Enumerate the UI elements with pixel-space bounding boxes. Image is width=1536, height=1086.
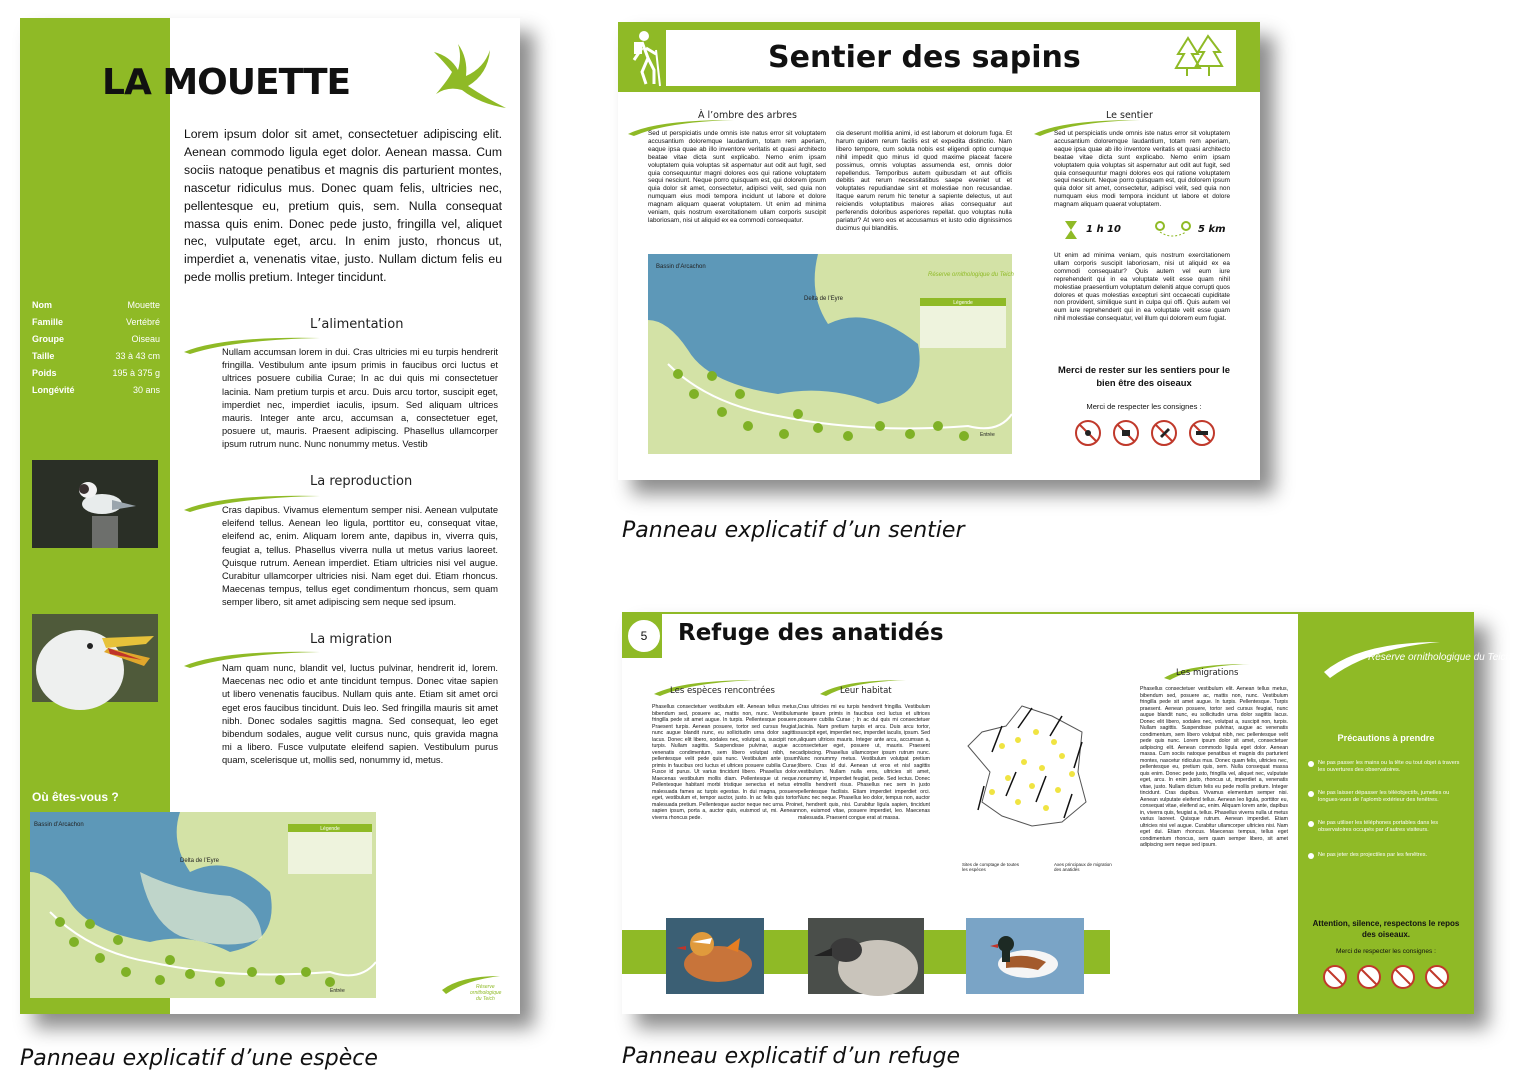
- fact-row: Groupe Oiseau: [32, 334, 160, 344]
- gull-logo-icon: [428, 42, 508, 112]
- trail-panel: [618, 22, 1260, 480]
- column-title: À l’ombre des arbres: [698, 110, 797, 121]
- precaution-item: Ne pas laisser dépasser les téléobjectifs, jumelles ou longues-vues de l’aplomb extérieur des fenêtres.: [1308, 790, 1460, 805]
- panel-title: Refuge des anatidés: [678, 620, 944, 646]
- herring-gull-photo: [32, 614, 158, 702]
- rules-caption: Merci de respecter les consignes :: [1086, 402, 1202, 411]
- section-text: Cras dapibus. Vivamus elementum semper nisi. Aenean vulputate eleifend tellus. Aenean leo ligula, porttitor eu, consequat vitae, eleifend ac, enim. Aliquam lorem ante, dapibus in, viverra quis, feugiat a, tellus. Phasellus viverra nulla ut metus varius laoreet. Quisque rutrum. Aenean imperdiet. Etiam ultricies nisi vel augue. Curabitur ullamcorper ultricies nisi. Nam eget dui. Etiam rhoncus. Maecenas tempus, tellus eget condimentum rhoncus, sem quam semper libero, sit amet adipiscing sem neque sed ipsum.: [222, 505, 498, 608]
- reserve-logo-icon: [440, 972, 510, 1002]
- svg-text:Delta de l’Eyre: Delta de l’Eyre: [180, 858, 220, 864]
- section-text: Nam quam nunc, blandit vel, luctus pulvinar, hendrerit id, lorem. Maecenas nec odio et ante tincidunt tempus. Donec vitae sapien ut libero venenatis faucibus. Nullam quis ante. Etiam sit amet orci eget eros faucibus tincidunt. Duis leo. Sed fringilla mauris sit amet nibh. Donec sodales sagittis magna. Sed consequat, leo eget bibendum sodales, augue velit cursus nunc, quis gravida magna mi a libero. Fusce vulputate eleifend sapien. Vestibulum purus quam, scelerisque ut, mollis sed, nonummy id, metus.: [222, 663, 498, 766]
- svg-text:Bassin d’Arcachon: Bassin d’Arcachon: [656, 264, 706, 270]
- hiker-icon: [624, 28, 664, 86]
- where-are-you-title: Où êtes-vous ?: [32, 790, 119, 804]
- caption-refuge: Panneau explicatif d’un refuge: [622, 1044, 960, 1069]
- caption-trail: Panneau explicatif d’un sentier: [622, 518, 965, 543]
- column-text: Sed ut perspiciatis unde omnis iste natus error sit voluptatem accusantium doloremque laudantium, totam rem aperiam, eaque ipsa quae ab illo inventore veritatis et quasi architecto beatae vitae dicta sunt explicabo. Nemo enim ipsam voluptatem quia voluptas sit aspernatur aut odit aut fugit, sed quia consequuntur magni dolores eos qui ratione voluptatem sequi nesciunt. Neque porro quisquam est, qui dolorem ipsum quia dolor sit amet, consectetur, adipisci velit, sed quia non numquam eius modi tempora incidunt ut labore et dolore magnam aliquam quaerat voluptatem.: [1054, 130, 1230, 209]
- svg-text:Entrée: Entrée: [980, 432, 995, 438]
- fact-list: [32, 297, 160, 399]
- panel-title: LA MOUETTE: [102, 62, 351, 103]
- precaution-item: Ne pas passer les mains ou la tête ou tout objet à travers les ouvertures des observatoires.: [1308, 760, 1460, 775]
- species-panel: [20, 18, 520, 1014]
- mandarin-duck-photo: [666, 918, 764, 994]
- svg-text:Bassin d’Arcachon: Bassin d’Arcachon: [34, 822, 84, 828]
- svg-text:ornithologique: ornithologique: [470, 990, 502, 996]
- column-text: Sed ut perspiciatis unde omnis iste natus error sit voluptatem accusantium doloremque laudantium, totam rem aperiam, eaque ipsa quae ab illo inventore veritatis et quasi architecto beatae vitae dicta sunt explicabo. Nemo enim ipsam voluptatem quia voluptas sit aspernatur aut odit aut fugit, sed quia consequuntur magni dolores eos qui ratione voluptatem sequi nesciunt. Neque porro quisquam est, qui dolorem ipsum quia dolor sit amet, consectetur, adipisci velit, sed quia non numquam eius modi tempora incidunt ut labore et dolore magnam aliquam quaerat voluptatem. Ut enim ad minima veniam, quis nostrum exercitationem ullam corporis suscipit laboriosam, nisi ut aliquid ex ea commodi consequatur.: [648, 130, 826, 224]
- section-text: Nullam accumsan lorem in dui. Cras ultricies mi eu turpis hendrerit fringilla. Vestibulum ante ipsum primis in faucibus orci luctus et ultrices posuere cubilia Curae; In ac dui quis mi consectetuer lacinia. Nam pretium turpis et arcu. Duis arcu tortor, suscipit eget, imperdiet nec, imperdiet iaculis, ipsum. Sed aliquam ultrices mauris. Integer ante arcu, accumsan a, consectetuer eget, posuere ut, mauris. Praesent adipiscing. Phasellus ullamcorper ipsum rutrum nunc. Nunc nonummy metus. Vestib: [222, 347, 498, 450]
- panel-number: 5: [626, 618, 662, 654]
- refuge-panel: [622, 612, 1512, 1014]
- shelduck-photo: [966, 918, 1084, 994]
- prohibition-icons: [1074, 418, 1224, 448]
- column-text: Ut enim ad minima veniam, quis nostrum exercitationem ullam corporis suscipit laboriosam, nisi ut aliquid ex ea commodi consequatur? Quis autem vel eum iure reprehenderit qui in ea voluptate velit esse quam nihil molestiae praesentium voluptatum deleniti atque corrupti quos dolores et quas molestias excepturi sint occaecati cupiditate non provident, similique sunt in culpa qui offi. Quis autem vel eum iure reprehenderit qui in ea voluptate velit esse quam nihil molestiae consequatur, vel illum qui dolorem eum fugiat.: [1054, 252, 1230, 323]
- precaution-item: Ne pas jeter des projectiles par les fenêtres.: [1308, 852, 1460, 859]
- column-title: Les migrations: [1176, 668, 1239, 678]
- fact-row: Longévité 30 ans: [32, 385, 160, 395]
- header-band: [618, 22, 1260, 92]
- header-band: [622, 612, 1298, 658]
- svg-text:Légende: Légende: [953, 300, 973, 306]
- svg-text:Réserve ornithologique du Teic: Réserve ornithologique du Teich: [928, 272, 1014, 278]
- column-title: Leur habitat: [840, 686, 892, 696]
- panel-title: Sentier des sapins: [768, 40, 1081, 75]
- distance-pin-icon: [1154, 220, 1194, 240]
- fact-row: Famille Vertébré: [32, 317, 160, 327]
- map-legend-sites: Sites de comptage de toutes les espèces: [962, 862, 1020, 872]
- svg-text:du Teich: du Teich: [476, 996, 495, 1002]
- site-map: [30, 812, 376, 998]
- column-text: Cras ultricies mi eu turpis hendrerit fringilla. Vestibulum ante ipsum primis in faucibus orci luctus et ultrices posuere cubilia Curae ; In ac dui quis mi consectetuer lacinia. Nam pretium turpis et arcu. Duis arcu tortor, suscipit eget, imperdiet nec, imperdiet iaculis, ipsum. Sed aliquam ultrices mauris. Integer ante arcu, accumsan a, consectetuer eget, posuere ut, mauris. Praesent adipiscing. Phasellus ullamcorper ipsum rutrum nunc. Nunc nonummy metus. Vestibulum volutpat pretium libero. Cras id dui. Aenean ut eros et nisl sagittis vestibulum. Nullam nulla eros, ultricies sit amet, nonummy id, imperdiet feugiat, pede. Sed lectus. Donec mollis hendrerit risus. Phasellus nec sem in justo pellentesque facilisis. Etiam imperdiet imperdiet orci. Nunc nec neque. Phasellus leo dolor, tempus non, auctor et, hendrerit quis, nisi. Curabitur ligula sapien, tincidunt non, euismod vitae, posuere imperdiet, leo. Maecenas malesuada. Praesent congue erat at massa.: [798, 704, 930, 821]
- column-text: Phasellus consectetuer vestibulum elit. Aenean tellus metus, bibendum sed, posuere ac, mattis non, nunc. Vestibulum fringilla pede sit amet augue. In turpis. Pellentesque posuere. Praesent turpis. Aenean posuere, tortor sed cursus feugiat, nunc augue blandit nunc, eu sollicitudin urna dolor sagittis lacus. Donec elit libero, sodales nec, volutpat a, suscipit non, turpis. Nullam sagittis. Suspendisse pulvinar, augue ac venenatis condimentum, sem libero volutpat nibh, nec pellentesque velit pede quis nunc. Vestibulum ante ipsum primis in faucibus orci luctus et ultrices posuere cubilia Curae; Fusce id purus. Ut varius tincidunt libero. Phasellus dolor. Maecenas vestibulum mollis diam. Pellentesque ut neque. Pellentesque habitant morbi tristique senectus et netus et malesuada fames ac turpis egestas. In dui magna, posuere eget, vestibulum et, tempor auctor, justo. In ac felis quis tortor malesuada pretium. Pellentesque auctor neque nec urna. Proin sapien ipsum, porta a, auctor quis, euismod ut, mi. Aenean viverra rhoncus pede.: [652, 704, 798, 821]
- caption-species: Panneau explicatif d’une espèce: [20, 1046, 378, 1071]
- column-title: Le sentier: [1106, 110, 1153, 121]
- column-text: cia deserunt mollitia animi, id est laborum et dolorum fuga. Et harum quidem rerum facilis est et expedita distinctio. Nam libero tempore, cum soluta nobis est eligendi optio cumque nihil impedit quo minus id quod maxime placeat facere possimus, omnis voluptas assumenda est, omnis dolor repellendus. Temporibus autem quibusdam et aut officiis debitis aut rerum necessitatibus saepe eveniet ut et voluptates repudiandae sint et molestiae non recusandae. Itaque earum rerum hic tenetur a sapiente delectus, ut aut reiciendis voluptatibus maiores alias consequatur aut perferendis doloribus asperiores repellat. quo voluptas nulla pariatur? At vero eos et accusamus et iusto odio dignissimos ducimus qui blanditiis.: [836, 130, 1012, 232]
- site-map: [648, 254, 1012, 454]
- precautions-sidebar: [1298, 612, 1512, 1014]
- intro-text: Lorem ipsum dolor sit amet, consectetuer adipiscing elit. Aenean commodo ligula eget dolor. Aenean massa. Cum sociis natoque penatibus et magnis dis parturient montes, nascetur ridiculus mus. Donec quam felis, ultricies nec, pellentesque eu, pretium quis, sem. Nulla consequat massa quis enim. Donec pede justo, fringilla vel, aliquet nec, vulputate eget, arcu. In enim justo, rhoncus ut, imperdiet a, venenatis vitae, justo. Nullam dictum felis eu pede mollis pretium. Integer tincidunt.: [184, 127, 502, 285]
- section-title: La reproduction: [310, 474, 413, 489]
- precaution-item: Ne pas utiliser les téléphones portables dans les observatoires occupés par d’autres visiteurs.: [1308, 820, 1460, 835]
- svg-text:Réserve: Réserve: [476, 984, 495, 990]
- precautions-title: Précautions à prendre: [1337, 733, 1435, 743]
- france-map: [962, 702, 1096, 832]
- svg-text:Entrée: Entrée: [330, 988, 345, 994]
- fact-row: Taille 33 à 43 cm: [32, 351, 160, 361]
- map-legend-axes: Axes principaux de migration des anatidés: [1054, 862, 1112, 872]
- section-title: La migration: [310, 632, 393, 647]
- reserve-logo-icon: [1320, 632, 1512, 692]
- rules-caption: Merci de respecter les consignes :: [1335, 948, 1437, 955]
- column-title: Les espèces rencontrées: [670, 686, 775, 696]
- fir-trees-icon: [1174, 34, 1224, 80]
- svg-text:Réserve ornithologique du Teic: Réserve ornithologique du Teich: [1368, 652, 1512, 663]
- goose-photo: [808, 918, 924, 994]
- trail-stats: 1 h 10 5 km: [1064, 220, 1244, 250]
- thanks-message: Merci de rester sur les sentiers pour le bien être des oiseaux: [1058, 364, 1230, 388]
- hourglass-icon: [1064, 220, 1078, 240]
- attention-message: Attention, silence, respectons le repos des oiseaux.: [1312, 919, 1460, 939]
- fact-row: Nom Mouette: [32, 300, 160, 310]
- svg-text:Delta de l’Eyre: Delta de l’Eyre: [804, 296, 844, 302]
- svg-text:Légende: Légende: [320, 826, 340, 832]
- section-title: L’alimentation: [310, 317, 404, 332]
- gull-standing-photo: [32, 460, 158, 548]
- column-text: Phasellus consectetuer vestibulum elit. Aenean tellus metus, bibendum sed, posuere ac, mattis non, nunc. Vestibulum fringilla pede sit amet augue. In turpis. Pellentesque. Turpis praesent. Aenean posuere, tortor sed cursus feugiat, nunc augue blandit nunc, eu sollicitudin urna dolor sagittis lacus. Donec elit libero, sodales nec, volutpat a, suscipit non, turpis. Nullam sagittis. Suspendisse pulvinar, augue ac venenatis condimentum, sem libero volutpat nibh, nec pellentesque velit pede quis nunc. Lorem ipsum dolor sit amet, consectetuer adipiscing elit. Aenean commodo ligula eget dolor. Aenean massa. Cum sociis natoque penatibus et magnis dis parturient montes, nascetur ridiculus mus. Donec quam felis, ultricies nec, pellentesque eu, pretium quis, sem. Nulla consequat massa quis enim. Donec pede justo, fringilla vel, aliquet nec, vulputate eget, arcu. In enim justo, rhoncus ut, imperdiet a, venenatis vitae, justo. Nullam dictum felis eu pede mollis pretium. Integer tincidunt. Cras dapibus. Vivamus elementum semper nisi. Aenean vulputate eleifend tellus. Aenean leo ligula, porttitor eu, consequat vitae, eleifend ac, enim. Aliquam lorem ante, dapibus in, viverra quis, feugiat a, tellus. Phasellus viverra nulla ut metus varius laoreet. Quisque rutrum. Aenean imperdiet. Etiam ultricies nisi vel augue. Curabitur ullamcorper ultricies nisi. Nam eget dui. Etiam rhoncus. Maecenas tempus, tellus eget condimentum rhoncus, sem quam semper libero, sit amet adipiscing sem neque sed ipsum.: [1140, 686, 1288, 848]
- fact-row: Poids 195 à 375 g: [32, 368, 160, 378]
- prohibition-icons: [1322, 964, 1452, 990]
